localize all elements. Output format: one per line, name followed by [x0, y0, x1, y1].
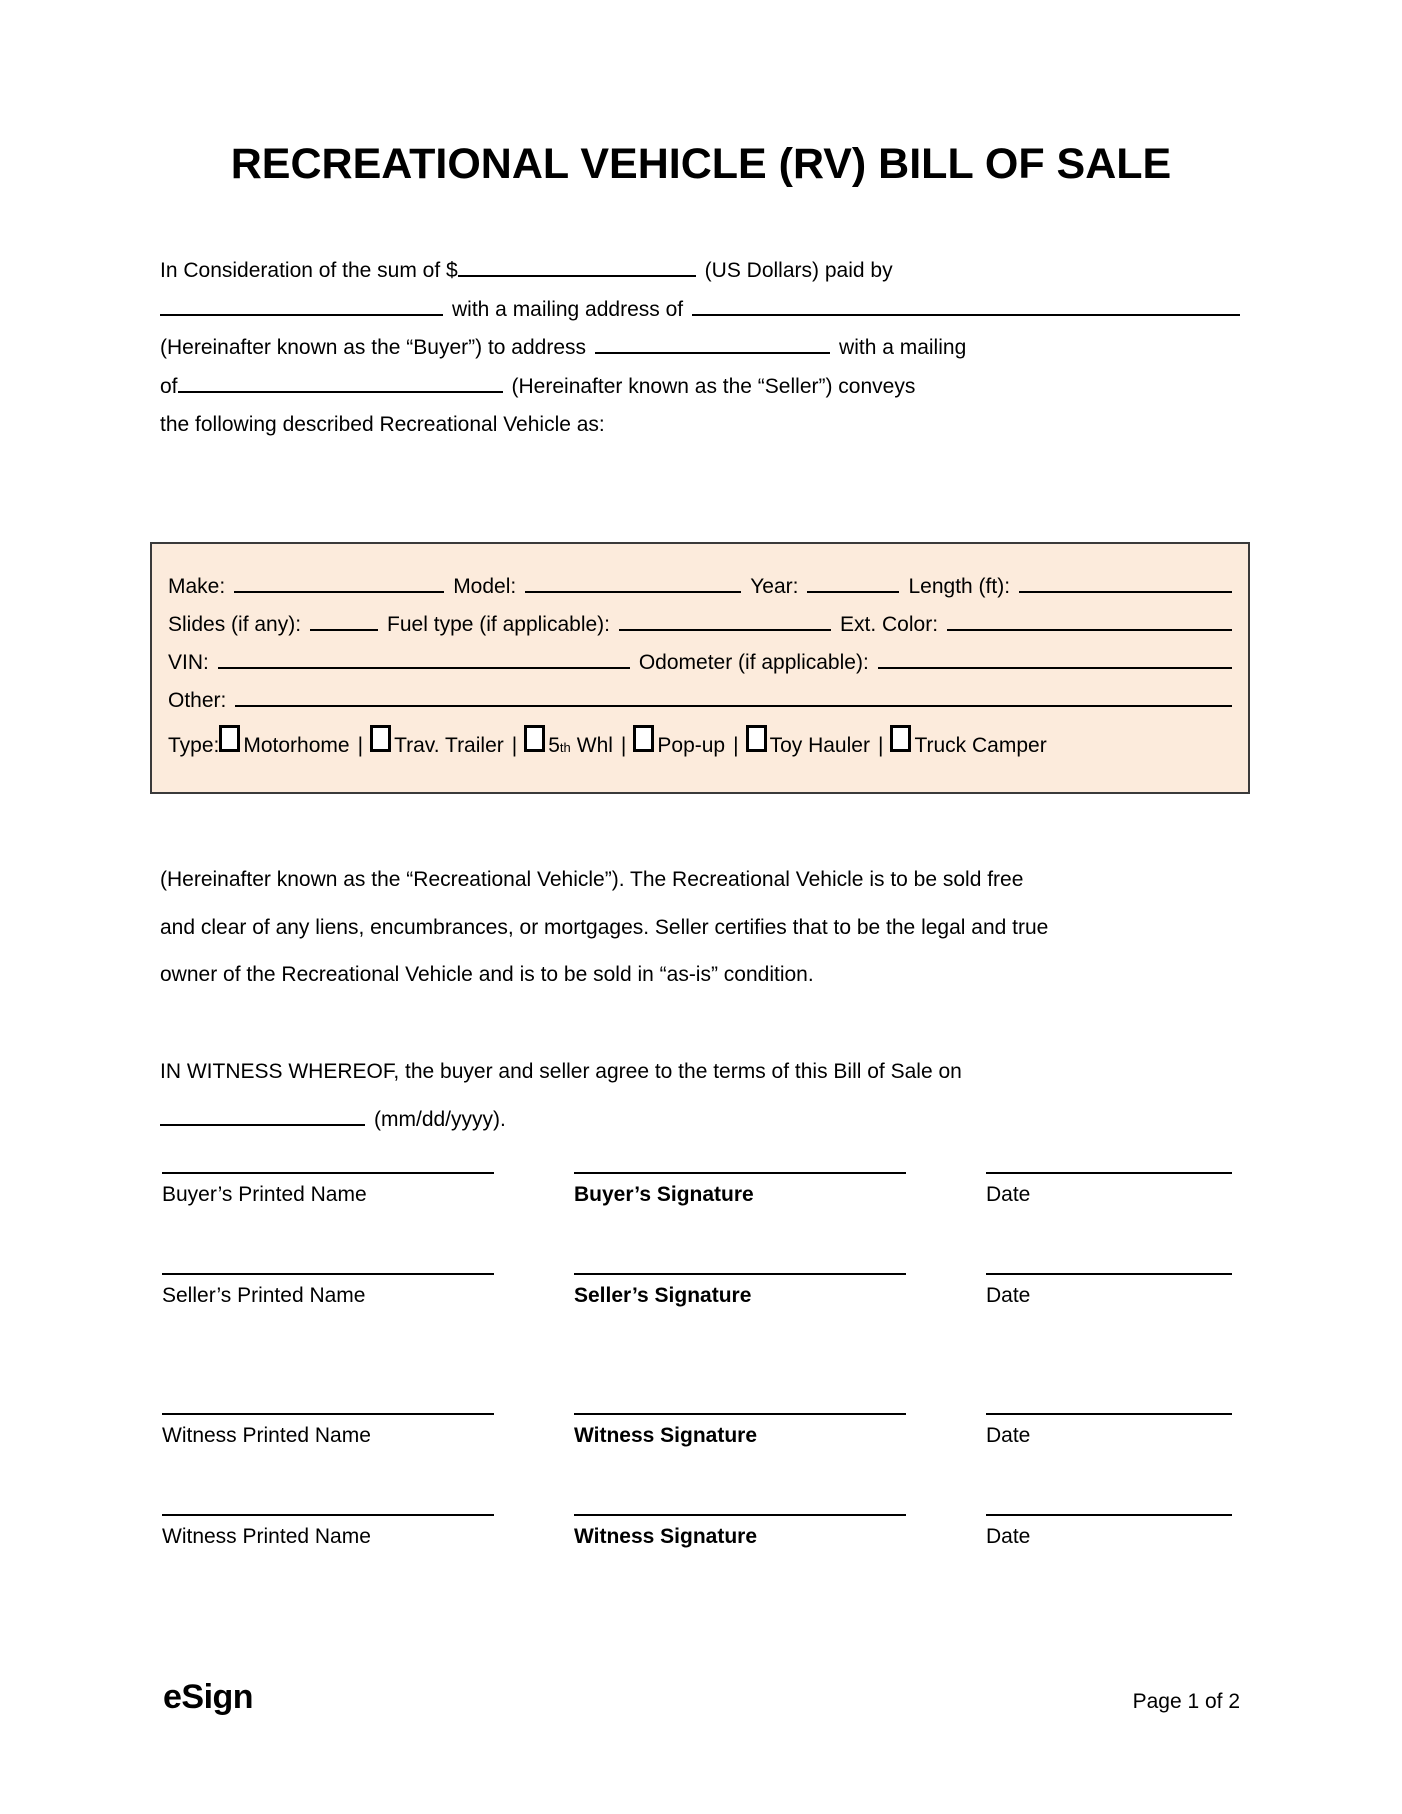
witness1-signature-block: [574, 1413, 906, 1448]
buyer-date-line[interactable]: [986, 1172, 1232, 1174]
us-dollars-text: (US Dollars) paid by: [704, 259, 893, 282]
buyer-name-field[interactable]: [160, 300, 443, 316]
witness1-signature-label: Witness Signature: [574, 1424, 758, 1447]
seller-signature-line[interactable]: [574, 1273, 906, 1275]
length-label: Length (ft):: [908, 575, 1011, 598]
buyer-signature-label: Buyer’s Signature: [574, 1183, 754, 1206]
with-mailing-text: with a mailing: [839, 336, 967, 359]
type-option-toy-hauler-label: Toy Hauler: [769, 734, 870, 757]
page-footer: [163, 1678, 1240, 1717]
buyer-mailing-address-field[interactable]: [692, 300, 1240, 316]
seller-printed-name-block: [162, 1273, 494, 1308]
ext-color-field[interactable]: [947, 615, 1232, 631]
type-checkbox-trav-trailer[interactable]: [370, 725, 391, 752]
vehicle-details-box: [150, 542, 1250, 794]
odometer-label: Odometer (if applicable):: [638, 651, 869, 674]
type-option-motorhome-label: Motorhome: [243, 734, 350, 757]
intro-line-2: [160, 291, 1240, 330]
model-label: Model:: [453, 575, 517, 598]
other-label: Other:: [168, 689, 227, 712]
vin-field[interactable]: [218, 653, 630, 669]
vehicle-type-row: [168, 725, 1232, 767]
type-separator: |: [877, 734, 884, 757]
seller-date-line[interactable]: [986, 1273, 1232, 1275]
seller-date-label: Date: [986, 1284, 1031, 1307]
intro-paragraph: [160, 252, 1240, 445]
body-paragraph: [160, 856, 1240, 999]
witness2-signature-row: [162, 1514, 1232, 1549]
make-field[interactable]: [234, 577, 444, 593]
witness-clause-line-2: [160, 1096, 1240, 1144]
intro-line-3: [160, 329, 1240, 368]
other-field[interactable]: [235, 691, 1232, 707]
buyer-printed-name-block: [162, 1172, 494, 1207]
buyer-date-block: [986, 1172, 1232, 1207]
type-option-truck-camper-label: Truck Camper: [914, 734, 1047, 757]
of-text: of: [160, 374, 178, 398]
type-separator: |: [511, 734, 518, 757]
type-checkbox-truck-camper[interactable]: [890, 725, 911, 752]
body-paragraph-line-2: and clear of any liens, encumbrances, or mortgages. Seller certifies that to be the legal and true: [160, 915, 1049, 939]
witness1-printed-name-label: Witness Printed Name: [162, 1424, 371, 1447]
witness2-date-block: [986, 1514, 1232, 1549]
page-title: RECREATIONAL VEHICLE (RV) BILL OF SALE: [230, 140, 1172, 188]
type-option-trav-trailer-label: Trav. Trailer: [394, 734, 504, 757]
type-checkbox-motorhome[interactable]: [219, 725, 240, 752]
type-separator: |: [357, 734, 364, 757]
mailing-address-text: with a mailing address of: [452, 297, 684, 321]
buyer-date-label: Date: [986, 1183, 1031, 1206]
seller-date-block: [986, 1273, 1232, 1308]
buyer-signature-row: [162, 1172, 1232, 1207]
witness-clause-line-1: IN WITNESS WHEREOF, the buyer and seller agree to the terms of this Bill of Sale on: [160, 1060, 962, 1083]
body-paragraph-line-3: owner of the Recreational Vehicle and is to be sold in “as-is” condition.: [160, 963, 814, 986]
seller-signature-row: [162, 1273, 1232, 1308]
fuel-type-field[interactable]: [619, 615, 831, 631]
witness2-printed-name-line[interactable]: [162, 1514, 494, 1516]
type-separator: |: [733, 734, 739, 757]
slides-field[interactable]: [310, 615, 378, 631]
seller-printed-name-line[interactable]: [162, 1273, 494, 1275]
witness2-date-line[interactable]: [986, 1514, 1232, 1516]
type-label: Type:: [168, 734, 220, 757]
page-indicator: Page 1 of 2: [1132, 1690, 1240, 1713]
witness1-date-label: Date: [986, 1424, 1031, 1447]
witness1-printed-name-block: [162, 1413, 494, 1448]
witness1-printed-name-line[interactable]: [162, 1413, 494, 1415]
vin-label: VIN:: [168, 651, 209, 674]
witness2-printed-name-label: Witness Printed Name: [162, 1525, 371, 1548]
year-label: Year:: [750, 575, 799, 598]
seller-clause-text: (Hereinafter known as the “Seller”) conveys: [511, 374, 916, 398]
witness-clause: [160, 1048, 1240, 1143]
type-option-pop-up-label: Pop-up: [657, 734, 726, 757]
intro-line-5: [160, 406, 1240, 445]
buyer-signature-block: [574, 1172, 906, 1207]
buyer-clause-text: (Hereinafter known as the “Buyer”) to address: [160, 336, 587, 359]
witness1-signature-row: [162, 1413, 1232, 1448]
witness2-signature-block: [574, 1514, 906, 1549]
witness2-date-label: Date: [986, 1525, 1031, 1548]
type-checkbox-5th-whl[interactable]: [524, 725, 545, 752]
seller-signature-label: Seller’s Signature: [574, 1284, 752, 1307]
vehicle-row-2: [168, 606, 1232, 644]
odometer-field[interactable]: [878, 653, 1232, 669]
buyer-printed-name-label: Buyer’s Printed Name: [162, 1183, 367, 1206]
type-separator: |: [620, 734, 627, 757]
body-paragraph-line-1: (Hereinafter known as the “Recreational Vehicle”). The Recreational Vehicle is to be sold free: [160, 868, 1024, 891]
witness1-date-line[interactable]: [986, 1413, 1232, 1415]
intro-line-1: [160, 252, 1240, 291]
seller-mailing-address-field[interactable]: [178, 377, 503, 393]
slides-label: Slides (if any):: [168, 613, 302, 636]
witness1-date-block: [986, 1413, 1232, 1448]
model-field[interactable]: [525, 577, 741, 593]
esign-logo: eSign: [163, 1678, 254, 1716]
vehicle-row-3: [168, 644, 1232, 682]
type-option-5th-whl-label: 5th Whl: [548, 734, 613, 757]
type-checkbox-pop-up[interactable]: [633, 725, 654, 752]
buyer-printed-name-line[interactable]: [162, 1172, 494, 1174]
length-field[interactable]: [1019, 577, 1232, 593]
ext-color-label: Ext. Color:: [840, 613, 939, 636]
seller-printed-name-label: Seller’s Printed Name: [162, 1284, 366, 1307]
type-checkbox-toy-hauler[interactable]: [746, 725, 767, 752]
buyer-signature-line[interactable]: [574, 1172, 906, 1174]
seller-name-field[interactable]: [595, 338, 830, 354]
witness2-signature-line[interactable]: [574, 1514, 906, 1516]
consideration-amount-field[interactable]: [458, 261, 696, 277]
date-format-text: (mm/dd/yyyy).: [374, 1107, 506, 1131]
vehicle-row-4: [168, 682, 1232, 720]
vehicle-row-1: [168, 568, 1232, 606]
witness2-signature-label: Witness Signature: [574, 1525, 758, 1548]
make-label: Make:: [168, 575, 226, 598]
witness2-printed-name-block: [162, 1514, 494, 1549]
consideration-text: In Consideration of the sum of $: [160, 259, 458, 282]
intro-line-4: [160, 368, 1240, 407]
agreement-date-field[interactable]: [160, 1110, 365, 1126]
year-field[interactable]: [807, 577, 899, 593]
fuel-type-label: Fuel type (if applicable):: [387, 613, 610, 636]
described-vehicle-text: the following described Recreational Vehicle as:: [160, 413, 605, 436]
seller-signature-block: [574, 1273, 906, 1308]
witness1-signature-line[interactable]: [574, 1413, 906, 1415]
